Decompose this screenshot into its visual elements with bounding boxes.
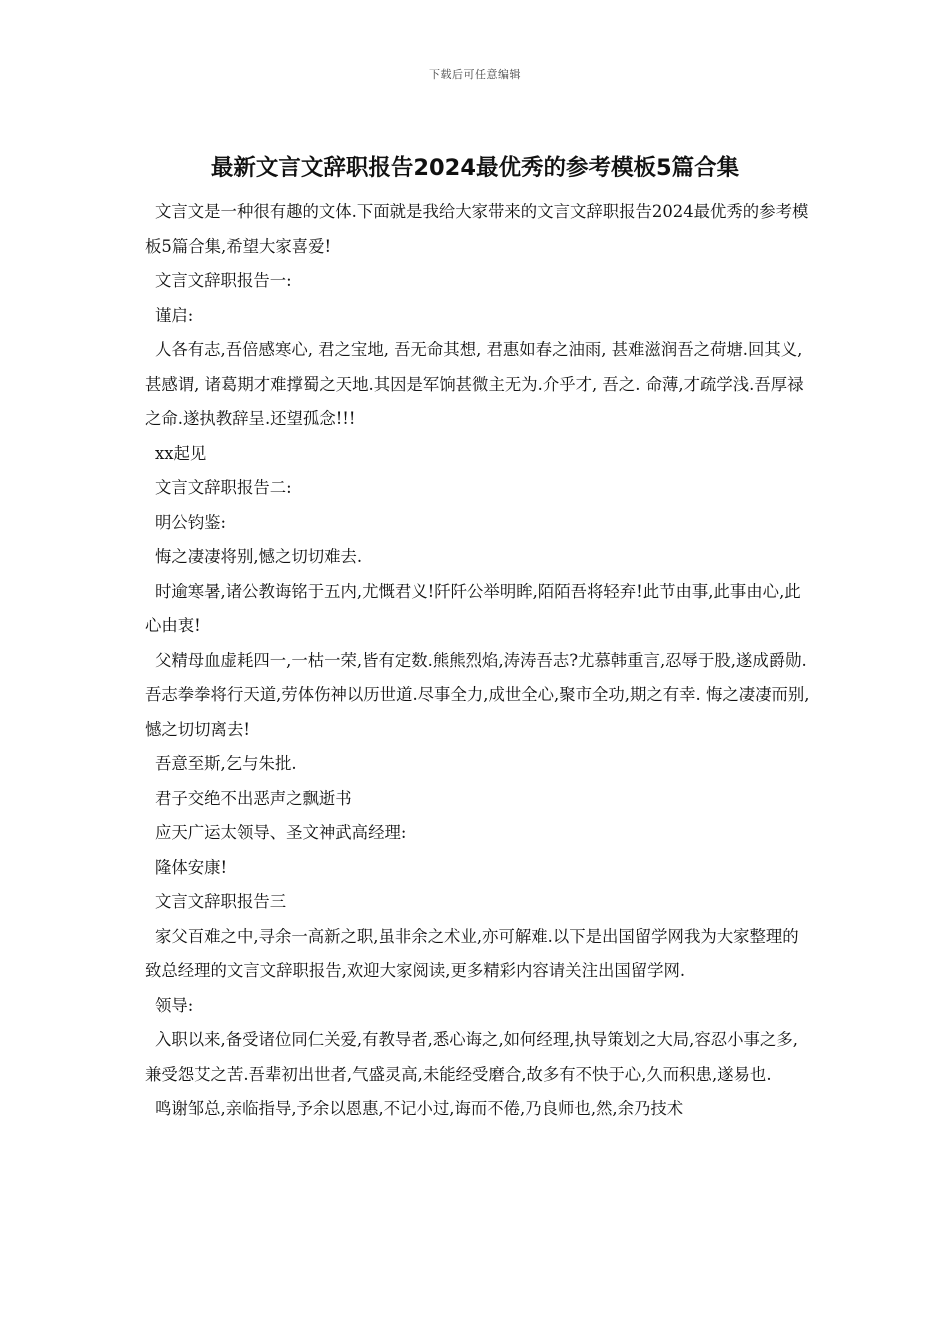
section-heading-3: 文言文辞职报告三 (155, 892, 287, 911)
header-note: 下载后可任意编辑 (429, 68, 521, 81)
document-body (145, 195, 810, 1127)
paragraph: xx起见 (155, 443, 207, 463)
paragraph: 家父百难之中,寻余一高新之职,虽非余之术业,亦可解难.以下是出国留学网我为大家整理的致总经理的文言文辞职报告,欢迎大家阅读,更多精彩内容请关注出国留学网. (145, 926, 799, 980)
paragraph: 明公钧鉴: (155, 512, 227, 532)
paragraph: 人各有志,吾倍感寒心, 君之宝地, 吾无命其想, 君惠如春之油雨, 甚难滋润吾之荷塘.回其义, 甚感谓, 诸葛期才难撑蜀之天地.其因是军饷甚微主无为.介乎才, 吾之. 命薄,才疏学浅.吾厚禄之命.遂执教辞呈.还望孤念!!! (145, 340, 804, 428)
section-heading-1: 文言文辞职报告一: (155, 271, 292, 290)
paragraph-intro: 文言文是一种很有趣的文体.下面就是我给大家带来的文言文辞职报告2024最优秀的参考模板5篇合集,希望大家喜爱! (145, 202, 809, 256)
paragraph: 君子交绝不出恶声之飘逝书 (155, 788, 352, 808)
paragraph: 时逾寒暑,诸公教诲铭于五内,尤慨君义!阡阡公举明眸,陌陌吾将轻弃!此节由事,此事由心,此心由衷! (145, 581, 801, 635)
paragraph: 父精母血虚耗四一,一枯一荣,皆有定数.熊熊烈焰,涛涛吾志?尤慕韩重言,忍辱于股,遂成爵勋.吾志拳拳将行天道,劳体伤神以历世道.尽事全力,成世全心,聚市全功,期之有幸. 悔之凄凄而别,憾之切切离去! (145, 650, 810, 739)
paragraph: 悔之凄凄将别,憾之切切难去. (155, 547, 363, 566)
paragraph: 应天广运太领导、圣文神武高经理: (155, 823, 407, 842)
paragraph: 吾意至斯,乞与朱批. (155, 754, 297, 773)
paragraph: 谨启: (155, 305, 194, 325)
paragraph: 隆体安康! (155, 857, 228, 877)
section-heading-2: 文言文辞职报告二: (155, 478, 292, 497)
document-title: 最新文言文辞职报告2024最优秀的参考模板5篇合集 (210, 155, 740, 181)
paragraph: 入职以来,备受诸位同仁关爱,有教导者,悉心诲之,如何经理,执导策划之大局,容忍小事之多,兼受怨艾之苦.吾辈初出世者,气盛灵高,未能经受磨合,故多有不快于心,久而积患,遂易也. (145, 1030, 798, 1084)
paragraph: 领导: (155, 995, 194, 1015)
paragraph: 鸣谢邹总,亲临指导,予余以恩惠,不记小过,诲而不倦,乃良师也,然,余乃技术 (155, 1099, 684, 1118)
